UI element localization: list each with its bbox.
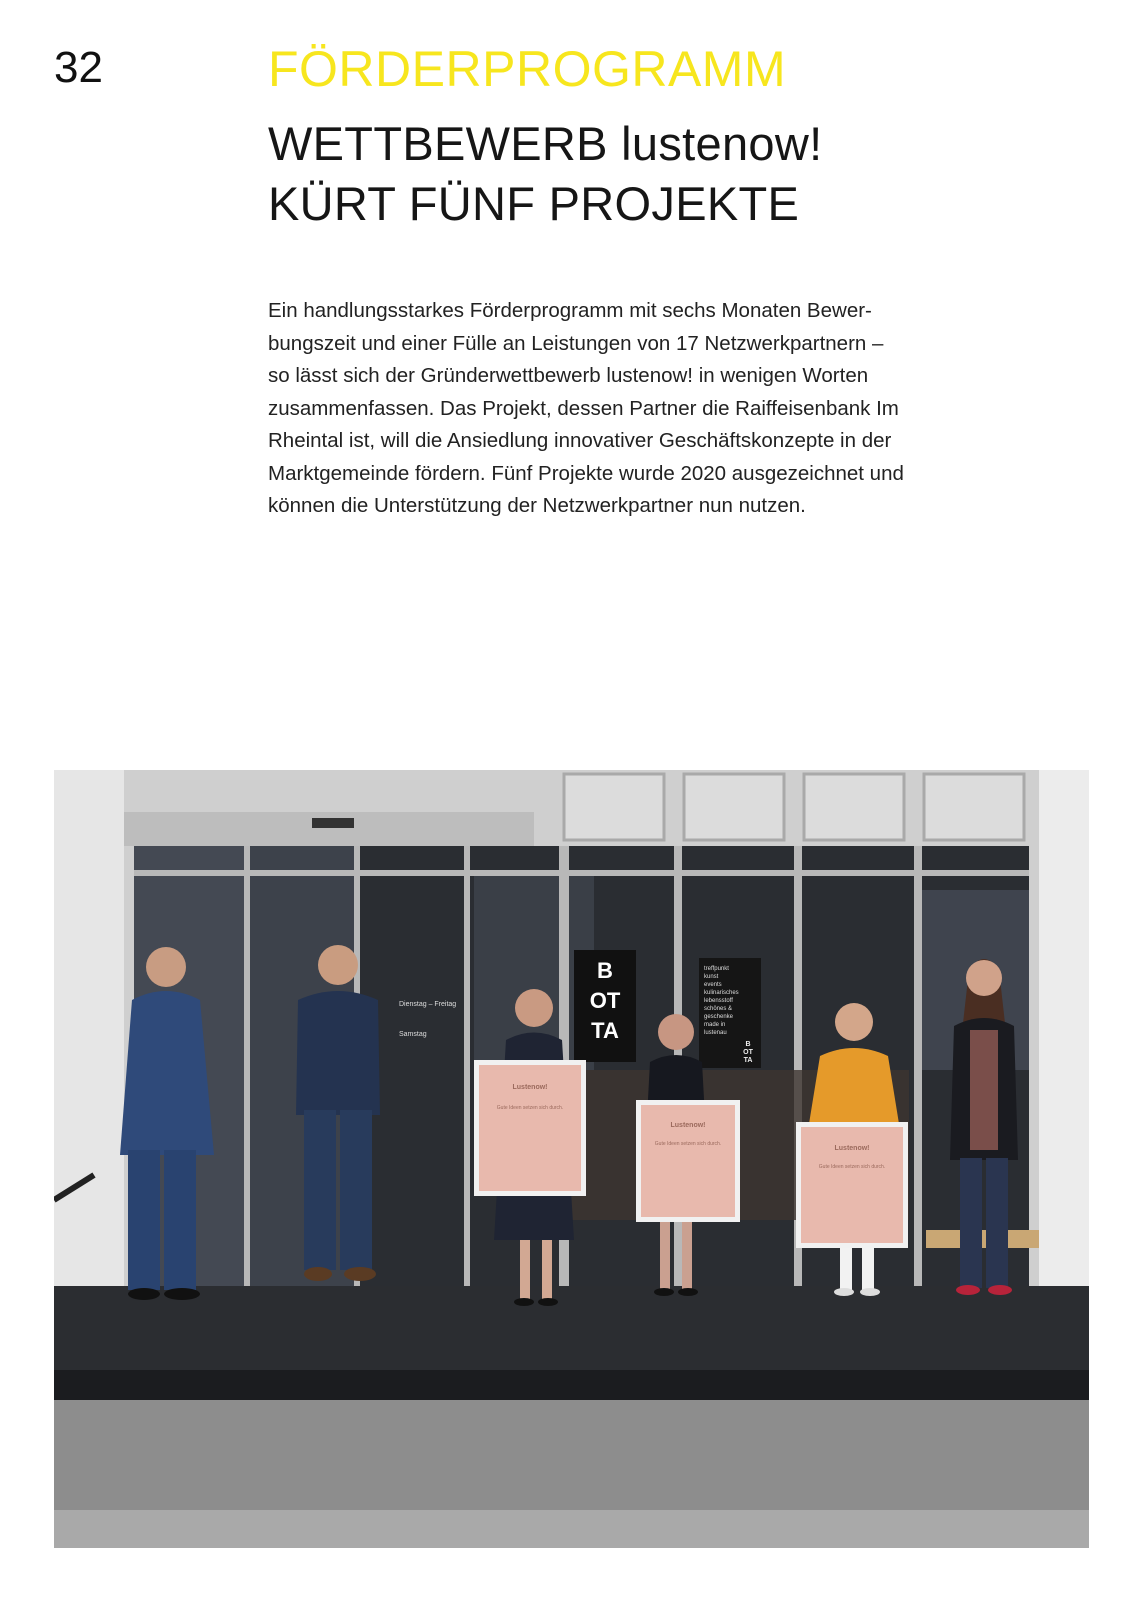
certificate-logo: Lustenow! [834,1145,870,1152]
step-edge [54,1370,1089,1400]
certificate [474,1060,586,1196]
hours-text: Dienstag – Freitag [399,1001,457,1008]
poster-text: schönes & [704,1006,733,1012]
lead-line: können die Unterstützung der Netzwerkpartner nun nutzen. [268,494,806,517]
poster-text: treffpunkt [704,966,729,972]
poster-text: lustenau [704,1030,727,1036]
lead-line: bungszeit und einer Fülle an Leistungen von 17 Netzwerkpartnern – [268,331,884,355]
certificate-tagline: Gute Ideen setzen sich durch. [496,1105,564,1111]
shop-sign-text: OT [589,988,621,1013]
group-photo [54,770,1089,1548]
headline-line: KÜRT FÜNF PROJEKTE [268,177,800,230]
certificate-logo: Lustenow! [670,1122,706,1129]
certificate-logo: Lustenow! [512,1084,548,1091]
poster-logo-text: OT [743,1049,753,1056]
door-header [124,812,534,846]
curb [54,1510,1089,1548]
group-photo-illustration [54,770,1089,1548]
lead-paragraph [268,295,1068,523]
shop-sign-text: B [597,958,613,983]
lead-line: Ein handlungsstarkes Förderprogramm mit sechs Monaten Bewer- [268,299,872,322]
shop-poster [699,958,761,1068]
poster-logo-text: TA [743,1057,753,1064]
lead-line: so lässt sich der Gründerwettbewerb lustenow! in wenigen Worten [268,364,869,387]
lead-line: Rheintal ist, will die Ansiedlung innovativer Geschäftskonzepte in der [268,429,892,452]
poster-text: made in [704,1022,726,1028]
poster-text: events [704,982,722,988]
poster-text: kulinarisches [704,990,739,996]
lead-line: zusammenfassen. Das Projekt, dessen Partner die Raiffeisenbank Im [268,396,899,420]
poster-text: geschenke [704,1014,734,1020]
certificate [636,1100,740,1222]
headline [268,114,822,234]
poster-logo-text: B [745,1041,751,1048]
bench [926,1230,1039,1248]
poster-text: kunst [704,974,719,980]
certificate-tagline: Gute Ideen setzen sich durch. [818,1164,886,1170]
section-kicker: FÖRDERPROGRAMM [268,41,787,97]
lead-line: Marktgemeinde fördern. Fünf Projekte wurde 2020 ausgezeichnet und [268,461,904,485]
certificate [796,1122,908,1248]
hours-text: Samstag [399,1031,427,1038]
shop-sign-text: TA [591,1018,619,1043]
page-number: 32 [54,43,103,92]
headline-line: WETTBEWERB lustenow! [268,117,823,170]
shop-sign [574,950,636,1062]
door-sensor [312,818,354,828]
poster-text: lebensstoff [704,998,733,1004]
certificate-tagline: Gute Ideen setzen sich durch. [654,1141,722,1147]
